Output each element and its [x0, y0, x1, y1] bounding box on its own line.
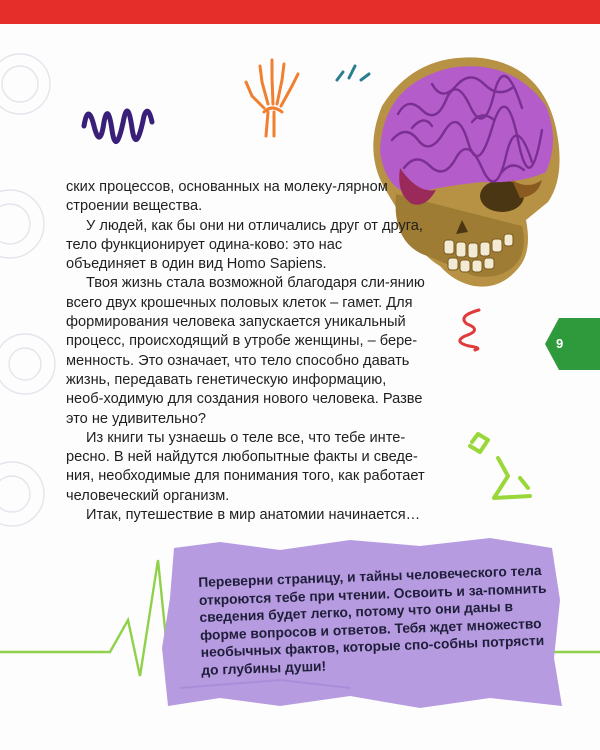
page-number: 9 [556, 336, 564, 351]
red-squiggle-decoration [453, 306, 489, 352]
callout-note-text: Переверни страницу, и тайны человеческого тела откроются тебе при чтении. Освоить и за-помнить сведения будет легко, потому что они даны в форме вопросов и ответов. Тебя ждет множество необычных фактов, которые спо-собны потрясти до глубины души! [198, 563, 547, 678]
callout-note [198, 562, 551, 680]
paragraph-2: У людей, как бы они ни отличались друг от друга, тело функционирует одина-ково: это нас объединяет в один вид Homo Sapiens. [66, 217, 423, 273]
green-scribble-decoration [464, 428, 544, 508]
paragraph-1: ских процессов, основанных на молеку-лярном строении вещества. [66, 179, 388, 215]
paragraph-3: Твоя жизнь стала возможной благодаря сли-янию всего двух крошечных половых клеток – гамет. Для формирования человека запускается уникальный процесс, происходящий в утробе женщины, – бере-менность. Это означает, что тело способно давать жизнь, передавать генетическую информацию, необ-ходимую для создания нового человека. Разве это не удивительно? [66, 275, 425, 427]
purple-scribble-decoration [78, 96, 158, 156]
page-number-tab [545, 318, 600, 370]
skeleton-hand-icon [242, 56, 304, 140]
main-article-text [66, 178, 426, 525]
paragraph-4: Из книги ты узнаешь о теле все, что тебе инте-ресно. В ней найдутся любопытные факты и сведе-ния, необходимые для понимания того, как работает человеческий организм. [66, 429, 425, 504]
paragraph-5: Итак, путешествие в мир анатомии начинается… [86, 507, 421, 524]
top-color-band [0, 0, 600, 24]
